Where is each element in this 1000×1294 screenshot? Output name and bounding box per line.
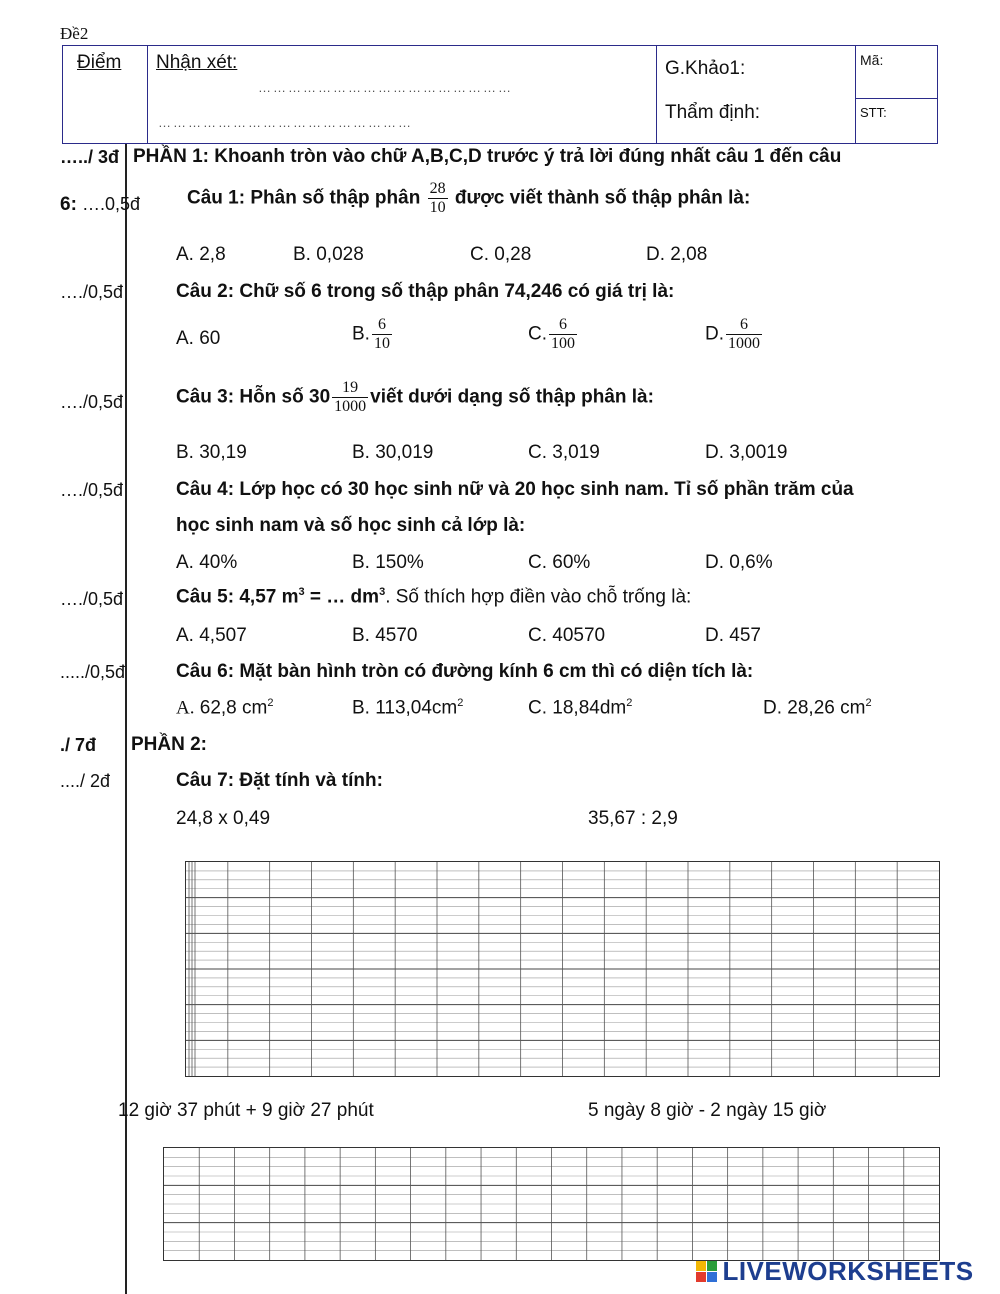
part2-title: PHẦN 2: — [131, 734, 208, 755]
q7-expr2: 35,67 : 2,9 — [588, 808, 678, 829]
q2-option-a[interactable]: A. 60 — [176, 328, 221, 349]
logo-icon — [696, 1261, 718, 1283]
work-grid-1[interactable] — [185, 861, 940, 1077]
q2-option-d[interactable]: D. $\frac{6}{1000}$ — [705, 316, 760, 352]
q4-option-a[interactable]: A. 40% — [176, 552, 238, 573]
q4-option-d[interactable]: D. 0,6% — [705, 552, 773, 573]
code-label: Mã: — [860, 52, 884, 68]
q5-option-c[interactable]: C. 40570 — [528, 625, 606, 646]
q5-option-b[interactable]: B. 4570 — [352, 625, 418, 646]
comment-label: Nhận xét: — [156, 52, 238, 73]
verify-label: Thẩm định: — [665, 102, 761, 123]
q5-points: …./0,5đ — [60, 589, 124, 609]
exam-code: Đề2 — [60, 24, 89, 43]
q7-points: ..../ 2đ — [60, 771, 111, 791]
q4-option-b[interactable]: B. 150% — [352, 552, 424, 573]
q1-option-c[interactable]: C. 0,28 — [470, 244, 532, 265]
q4-points: …./0,5đ — [60, 480, 124, 500]
q7-expr4: 5 ngày 8 giờ - 2 ngày 15 giờ — [588, 1100, 827, 1121]
q3-option-c[interactable]: C. 3,019 — [528, 442, 600, 463]
q2-option-b[interactable]: B. $\frac{6}{10}$ — [352, 316, 390, 352]
q7-text: Câu 7: Đặt tính và tính: — [176, 770, 383, 791]
q6-option-a[interactable]: A. 62,8 $cm^2$ — [176, 697, 274, 719]
q5-text: Câu 5: 4,57 $m^3$ = … $dm^3$. Số thích hợp điền vào chỗ trống là: — [176, 586, 692, 608]
q3-option-b[interactable]: B. 30,019 — [352, 442, 434, 463]
work-grid-2[interactable] — [163, 1147, 940, 1261]
q4-text-line1: Câu 4: Lớp học có 30 học sinh nữ và 20 học sinh nam. Tỉ số phần trăm của — [176, 479, 854, 500]
q3-option-d[interactable]: D. 3,0019 — [705, 442, 788, 463]
q1-option-d[interactable]: D. 2,08 — [646, 244, 708, 265]
q1-option-b[interactable]: B. 0,028 — [293, 244, 364, 265]
q1-fraction: $\frac{28}{10}$ — [429, 180, 446, 216]
q1-text: Câu 1: Phân số thập phân $\frac{28}{10}$ được viết thành số thập phân là: — [187, 180, 751, 216]
q5-option-d[interactable]: D. 457 — [705, 625, 761, 646]
score-label: Điểm — [77, 52, 122, 73]
part1-title: PHẦN 1: Khoanh tròn vào chữ A,B,C,D trước ý trả lời đúng nhất câu 1 đến câu — [133, 146, 842, 167]
q7-expr3: 12 giờ 37 phút + 9 giờ 27 phút — [118, 1100, 374, 1121]
q1-option-a[interactable]: A. 2,8 — [176, 244, 226, 265]
liveworksheets-logo: LIVEWORKSHEETS — [696, 1256, 974, 1287]
q6-option-d[interactable]: D. 28,26 $cm^2$ — [763, 697, 872, 719]
q6-text: Câu 6: Mặt bàn hình tròn có đường kính 6 cm thì có diện tích là: — [176, 661, 754, 682]
q6-points: ...../0,5đ — [60, 662, 126, 682]
part2-points: ./ 7đ — [60, 735, 97, 755]
part1-points: …../ 3đ — [60, 147, 120, 167]
q1-points: ….0,5đ — [82, 194, 141, 214]
part1-title-cont: 6: — [60, 194, 77, 215]
q2-text: Câu 2: Chữ số 6 trong số thập phân 74,246 có giá trị là: — [176, 281, 675, 302]
q5-option-a[interactable]: A. 4,507 — [176, 625, 247, 646]
q2-option-c[interactable]: C. $\frac{6}{100}$ — [528, 316, 575, 352]
comment-dots-1: …………………………………………… — [258, 80, 513, 95]
q4-option-c[interactable]: C. 60% — [528, 552, 591, 573]
q3-text: Câu 3: Hỗn số 30 $\frac{19}{1000}$ viết dưới dạng số thập phân là: — [176, 379, 654, 415]
comment-dots-2: …………………………………………… — [158, 115, 413, 130]
q6-option-c[interactable]: C. $18,84dm^2$ — [528, 697, 633, 719]
q6-option-b[interactable]: B. $113,04cm^2$ — [352, 697, 464, 719]
q2-points: …./0,5đ — [60, 282, 124, 302]
examiner-label: G.Khảo1: — [665, 58, 746, 79]
order-label: STT: — [860, 105, 887, 120]
q4-text-line2: học sinh nam và số học sinh cả lớp là: — [176, 515, 526, 536]
q3-points: …./0,5đ — [60, 392, 124, 412]
q3-option-a[interactable]: B. 30,19 — [176, 442, 247, 463]
q7-expr1: 24,8 x 0,49 — [176, 808, 271, 829]
